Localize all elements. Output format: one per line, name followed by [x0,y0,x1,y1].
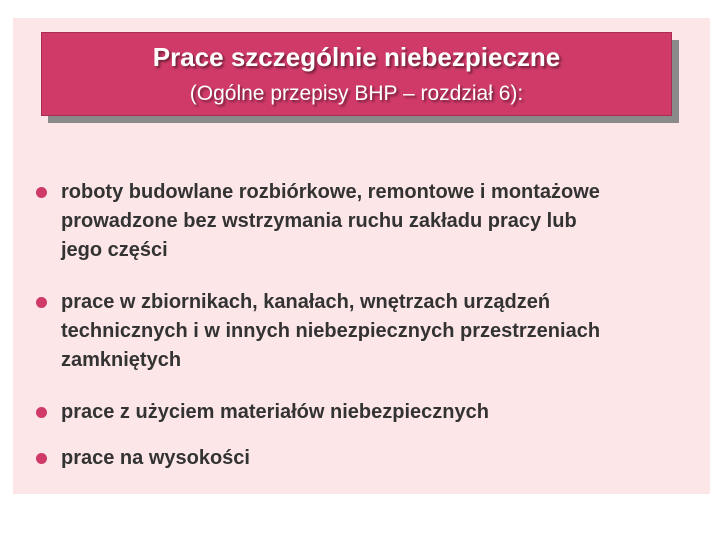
bullet-text-line: roboty budowlane rozbiórkowe, remontowe i montażowe [61,181,600,203]
bullet-item [36,178,700,265]
bullet-text-line: prace z użyciem materiałów niebezpiecznych [61,401,489,423]
bullet-text-line: prace w zbiornikach, kanałach, wnętrzach urządzeń [61,291,551,313]
bullet-item [36,288,700,375]
slide-title: Prace szczególnie niebezpieczne [152,42,561,72]
bullet-dot-icon [36,187,47,198]
bullet-text-line: jego części [61,239,168,261]
slide-subtitle: (Ogólne przepisy BHP – rozdział 6): [189,82,524,105]
title-box [41,32,672,116]
bullet-text-line: prace na wysokości [61,447,250,469]
bullet-text-line: technicznych i w innych niebezpiecznych przestrzeniach [61,320,601,342]
bullet-item [36,398,700,427]
bullet-list [36,178,700,496]
bullet-item [36,444,700,473]
bullet-dot-icon [36,297,47,308]
bullet-dot-icon [36,407,47,418]
bullet-text-line: prowadzone bez wstrzymania ruchu zakładu pracy lub [61,210,577,232]
bullet-dot-icon [36,453,47,464]
bullet-text-line: zamkniętych [61,349,182,371]
